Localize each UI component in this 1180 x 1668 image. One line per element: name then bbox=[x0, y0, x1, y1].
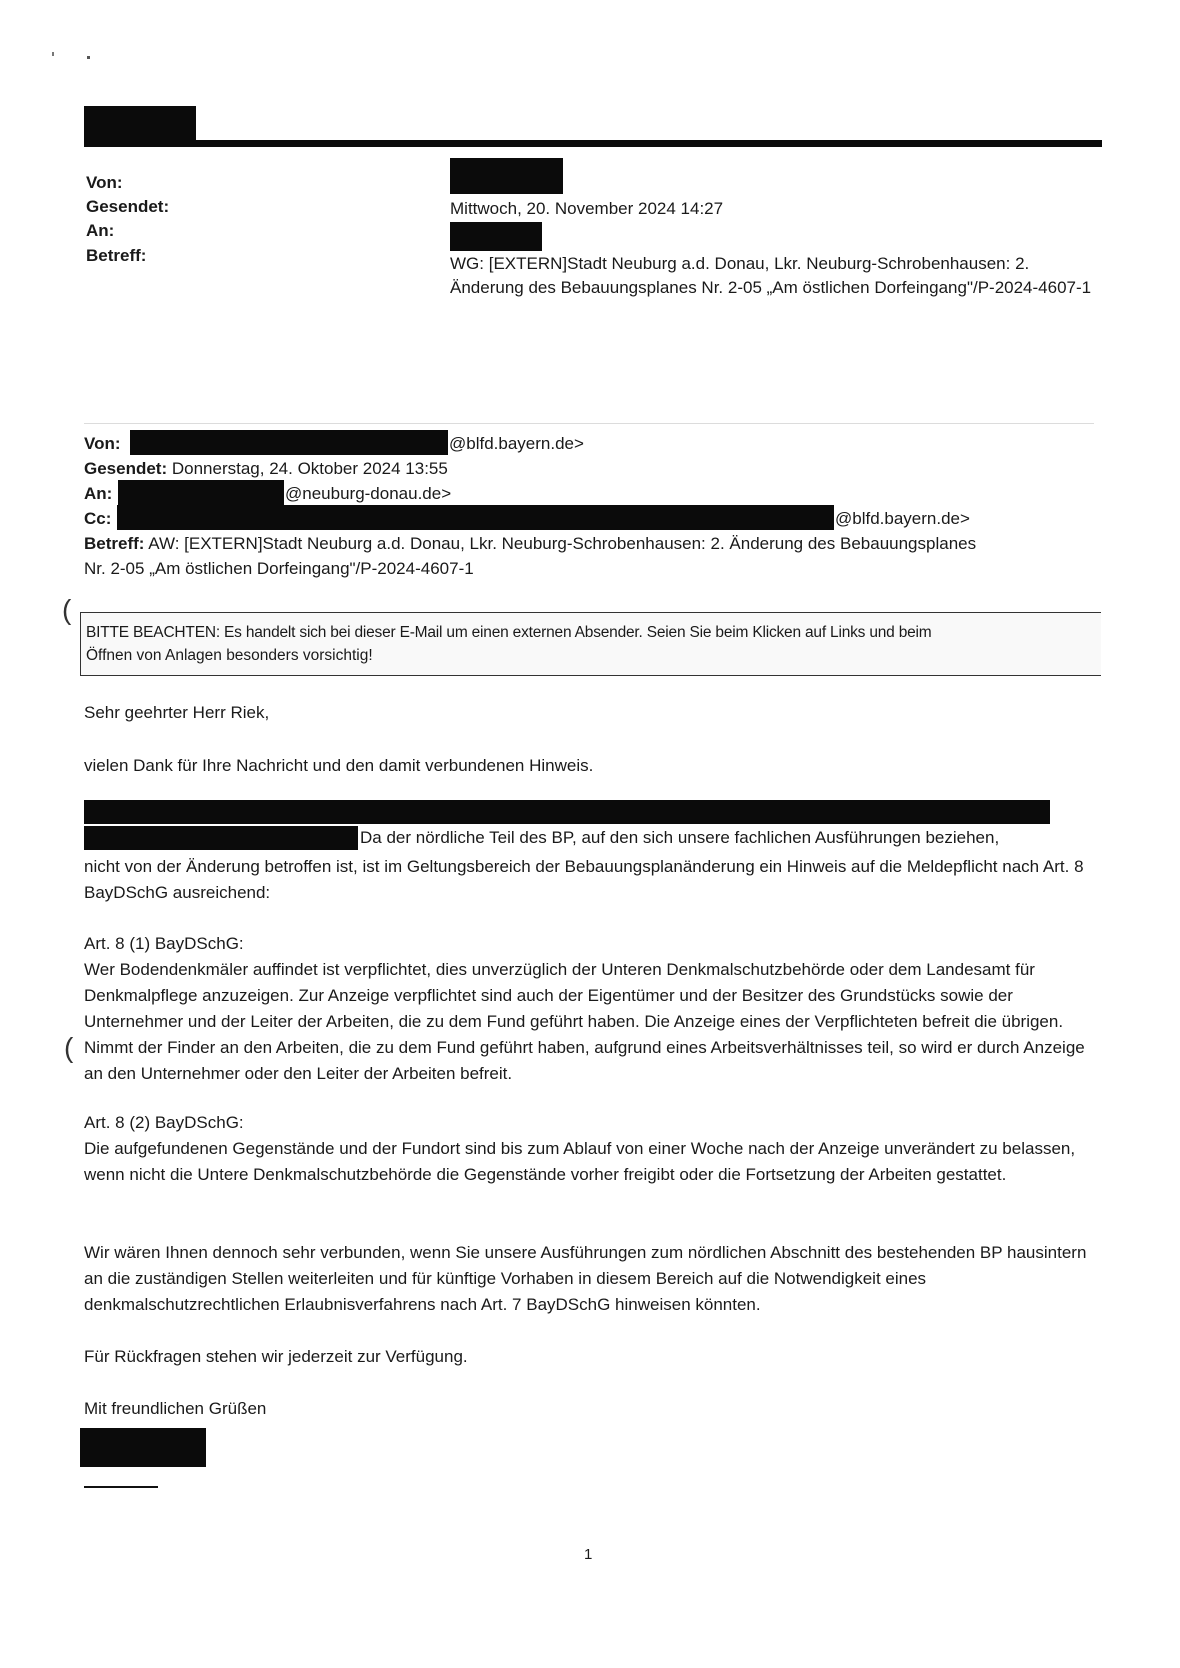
warning-line2: Öffnen von Anlagen besonders vorsichtig! bbox=[86, 647, 373, 664]
outer-sent-value: Mittwoch, 20. November 2024 14:27 bbox=[450, 199, 724, 218]
staple-mark: ( bbox=[64, 1032, 74, 1063]
inner-sent-value: Donnerstag, 24. Oktober 2024 13:55 bbox=[171, 459, 448, 478]
art1-heading: Art. 8 (1) BayDSchG: bbox=[84, 934, 244, 953]
outer-from-label: Von: bbox=[86, 173, 123, 192]
inner-to-domain: @neuburg-donau.de> bbox=[285, 484, 452, 503]
para1-line1-tail: Da der nördliche Teil des BP, auf den sich unsere fachlichen Ausführungen beziehen, bbox=[360, 828, 1000, 847]
scan-speck bbox=[87, 56, 90, 59]
faint-rule bbox=[84, 423, 1094, 424]
page-number: 1 bbox=[584, 1546, 593, 1563]
inner-subject bbox=[84, 534, 976, 554]
closing: Mit freundlichen Grüßen bbox=[84, 1399, 267, 1418]
warning-box bbox=[80, 612, 1101, 676]
art2-heading: Art. 8 (2) BayDSchG: bbox=[84, 1113, 244, 1132]
inner-subject-line1: AW: [EXTERN]Stadt Neuburg a.d. Donau, Lkr. Neuburg-Schrobenhausen: 2. Änderung des Bebauungsplanes bbox=[148, 534, 977, 553]
inner-from-domain: @blfd.bayern.de> bbox=[449, 434, 584, 453]
inner-from bbox=[84, 434, 121, 454]
outer-to-label: An: bbox=[86, 221, 115, 240]
inner-from-label: Von: bbox=[84, 434, 121, 453]
redacted-inner-cc bbox=[117, 505, 834, 530]
art1-text: Wer Bodendenkmäler auffindet ist verpflichtet, dies unverzüglich der Unteren Denkmalschutzbehörde oder dem Landesamt für Denkmalpflege anzuzeigen. Zur Anzeige verpflichtet sind auch der Eigentümer und der Besitzer des Grundstücks sowie der Unternehmer und der Leiter der Arbeiten, die zu dem Fund geführt haben. Die Anzeige eines der Verpflichteten befreit die übrigen. Nimmt der Finder an den Arbeiten, die zu dem Fund geführt haben, aufgrund eines Arbeitsverhältnisses teil, so wird er durch Anzeige an den Unternehmer oder den Leiter der Arbeiten befreit. bbox=[84, 960, 1085, 1083]
inner-to bbox=[84, 484, 112, 504]
art2-text: Die aufgefundenen Gegenstände und der Fundort sind bis zum Ablauf von einer Woche nach der Anzeige unverändert zu belassen, wenn nicht die Untere Denkmalschutzbehörde die Gegenstände vorher freigibt oder die Fortsetzung der Arbeiten gestattet. bbox=[84, 1139, 1076, 1184]
inner-sent bbox=[84, 459, 448, 479]
inner-to-label: An: bbox=[84, 484, 113, 503]
redacted-outer-from bbox=[450, 158, 563, 194]
redacted-body-start bbox=[84, 826, 358, 850]
redacted-outer-to bbox=[450, 222, 542, 251]
inner-subject-label: Betreff: bbox=[84, 534, 145, 553]
questions-line: Für Rückfragen stehen wir jederzeit zur Verfügung. bbox=[84, 1347, 468, 1366]
thanks-line: vielen Dank für Ihre Nachricht und den damit verbundenen Hinweis. bbox=[84, 756, 594, 775]
redacted-body-line bbox=[84, 800, 1050, 824]
inner-subject-line2: Nr. 2-05 „Am östlichen Dorfeingang"/P-2024-4607-1 bbox=[84, 559, 474, 578]
staple-mark: ( bbox=[62, 594, 72, 625]
redacted-signature bbox=[80, 1428, 206, 1467]
salutation: Sehr geehrter Herr Riek, bbox=[84, 703, 270, 722]
inner-cc-domain: @blfd.bayern.de> bbox=[835, 509, 970, 528]
scan-speck bbox=[52, 52, 54, 56]
redacted-inner-to bbox=[118, 480, 284, 505]
outer-subject-label: Betreff: bbox=[86, 246, 147, 265]
inner-cc bbox=[84, 509, 111, 529]
inner-sent-label: Gesendet: bbox=[84, 459, 168, 478]
redacted-inner-from bbox=[130, 430, 448, 455]
warning-line1: BITTE BEACHTEN: Es handelt sich bei dieser E-Mail um einen externen Absender. Seien Sie beim Klicken auf Links und beim bbox=[86, 624, 932, 641]
outer-sent-label: Gesendet: bbox=[86, 197, 170, 216]
para1-rest: nicht von der Änderung betroffen ist, ist im Geltungsbereich der Bebauungsplanänderung ein Hinweis auf die Meldepflicht nach Art. 8 BayDSchG ausreichend: bbox=[84, 857, 1084, 902]
request-paragraph: Wir wären Ihnen dennoch sehr verbunden, wenn Sie unsere Ausführungen zum nördlichen Abschnitt des bestehenden BP hausintern an die zuständigen Stellen weiterleiten und für künftige Vorhaben in diesem Bereich auf die Notwendigkeit eines denkmalschutzrechtlichen Erlaubnisverfahrens nach Art. 7 BayDSchG hinweisen könnten. bbox=[84, 1243, 1087, 1314]
header-rule bbox=[84, 140, 1102, 147]
redacted-sender-name bbox=[84, 106, 196, 140]
signature-rule bbox=[84, 1486, 158, 1488]
inner-cc-label: Cc: bbox=[84, 509, 112, 528]
outer-subject-value: WG: [EXTERN]Stadt Neuburg a.d. Donau, Lkr. Neuburg-Schrobenhausen: 2. Änderung des Bebauungsplanes Nr. 2-05 „Am östlichen Dorfeingang"/P-2024-4607-1 bbox=[450, 254, 1092, 297]
